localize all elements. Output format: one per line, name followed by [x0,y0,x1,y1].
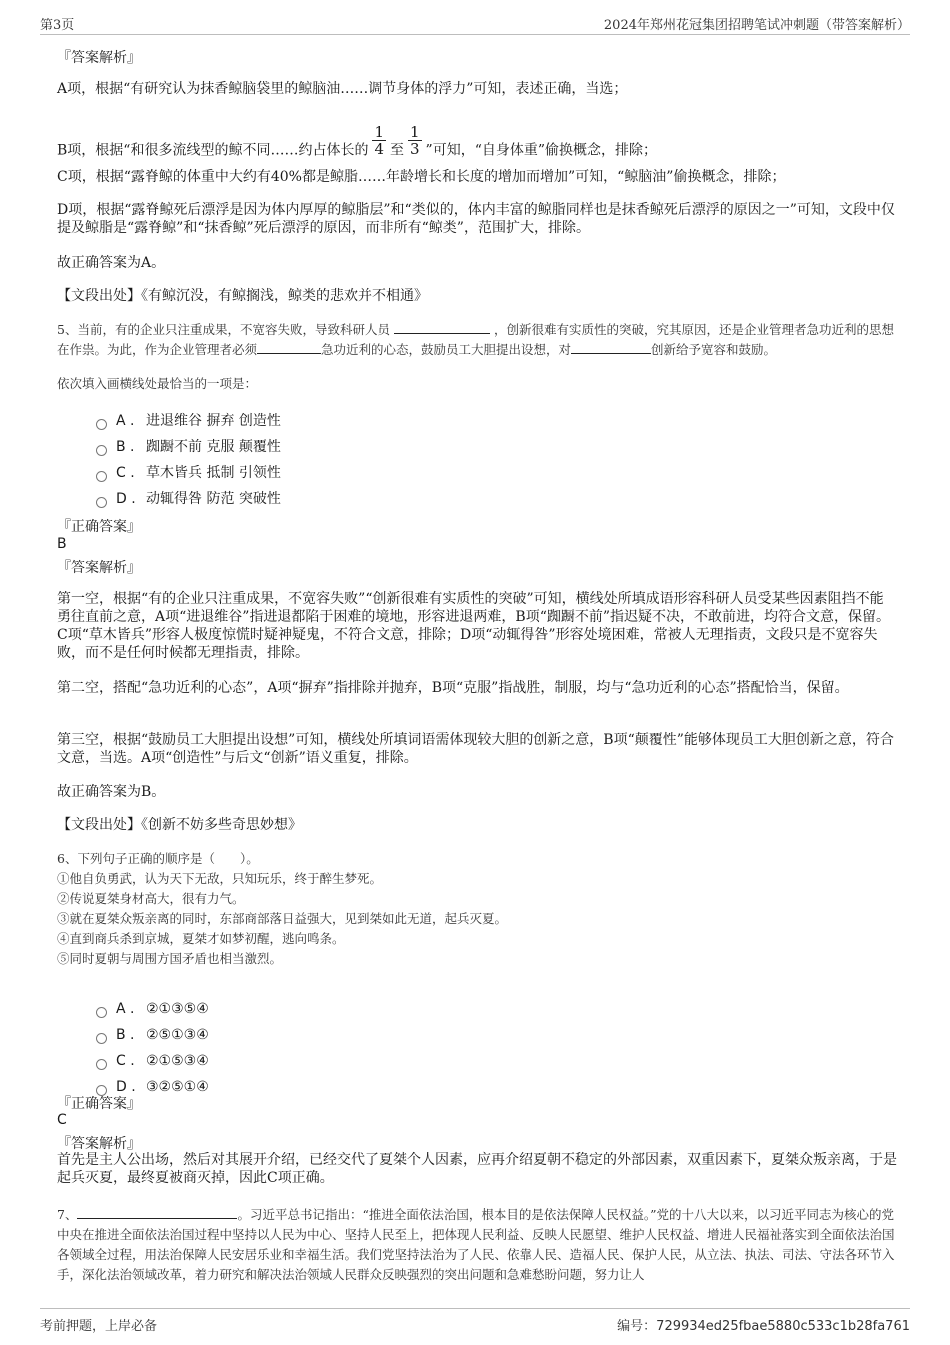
q5-blank-3 [571,340,651,354]
q5-option-a[interactable]: A . 进退维谷 摒弃 创造性 [96,410,281,428]
page-header [40,12,910,35]
q6-sentence-3: ③就在夏桀众叛亲离的同时，东部商部落日益强大，见到桀如此无道，起兵灭夏。 [57,911,508,926]
q7-blank [77,1205,237,1219]
q4-option-b-analysis [57,123,897,167]
q4-b-pre: B项，根据“和很多流线型的鲸不同……约占体长的 [57,142,369,159]
q4-conclusion: 故正确答案为A。 [57,255,166,271]
q5-analysis-label: 『答案解析』 [57,560,141,576]
q6-analysis: 首先是主人公出场，然后对其展开介绍，已经交代了夏桀个人因素，应再介绍夏朝不稳定的外部因素，双重因素下，夏桀众叛亲离，于是起兵灭夏，最终夏被商灭掉，因此C项正确。 [57,1152,897,1186]
page-footer [40,1308,910,1335]
q7-stem: 7、 。习近平总书记指出：“推进全面依法治国，根本目的是依法保障人民权益。”党的十八大以来，以习近平同志为核心的党中央在推进全面依法治国过程中坚持以人民为中心、坚持人民至上，把体现人民利益、反映人民愿望、维护人民权益、增进人民福祉落实到全面依法治国各领域全过程，用法治保障人民安居乐业和幸福生活。我们党坚持法治为了人民、依靠人民、造福人民、保护人民，从立法、执法、司法、守法各环节入手，深化法治领域改革，着力研究和解决法治领域人民群众反映强烈的突出问题和急难愁盼问题，努力让人 [57,1207,895,1282]
q4-option-a-analysis: A项，根据“有研究认为抹香鲸脑袋里的鲸脑油……调节身体的浮力”可知，表述正确，当选； [57,81,628,97]
fraction-one-third: $\frac{1}{3}$ [410,123,420,158]
radio-icon[interactable] [96,445,107,456]
q4-analysis-label: 『答案解析』 [57,50,141,66]
q6-sentence-5: ⑤同时夏朝与周围方国矛盾也相当激烈。 [57,951,283,966]
q6-sentence-4: ④直到商兵杀到京城，夏桀才如梦初醒，逃向鸣条。 [57,931,345,946]
q5-source: 【文段出处】《创新不妨多些奇思妙想》 [57,817,302,833]
radio-icon[interactable] [96,1033,107,1044]
document-title: 2024年郑州花冠集团招聘笔试冲刺题（带答案解析） [603,18,910,33]
q5-answer-label: 『正确答案』 [57,519,141,535]
q6-option-a[interactable]: A . ②①③⑤④ [96,1001,209,1019]
q6-option-b[interactable]: B . ②⑤①③④ [96,1027,209,1045]
q5-option-b[interactable]: B . 踟蹰不前 克服 颠覆性 [96,436,281,454]
q5-stem: 5、当前，有的企业只注重成果，不宽容失败，导致科研人员 ，创新很难有实质性的突破，究其原因，还是企业管理者急功近利的思想在作祟。为此，作为企业管理者必须 急功近利的心态，鼓励员工大胆提出设想，对 创新给予宽容和鼓励。 [57,322,894,357]
q6-option-c[interactable]: C . ②①⑤③④ [96,1053,209,1071]
q5-analysis-blank-2: 第二空，搭配“急功近利的心态”，A项“摒弃”指排除并抛弃，B项“克服”指战胜，制服，均与“急功近利的心态”搭配恰当，保留。 [57,680,849,696]
footer-slogan: 考前押题，上岸必备 [40,1319,158,1334]
fraction-one-quarter: $\frac{1}{4}$ [374,123,384,158]
q4-source: 【文段出处】《有鲸沉没，有鲸搁浅，鲸类的悲欢并不相通》 [57,288,428,304]
q5-analysis-blank-1: 第一空，根据“有的企业只注重成果，不宽容失败”“创新很难有实质性的突破”可知，横线处所填成语形容科研人员受某些因素阻挡不能勇往直前之意，A项“进退维谷”指进退都陷于困难的境地，形容进退两难，B项“踟蹰不前”指迟疑不决，不敢前进，均符合文意，保留。C项“草木皆兵”形容人极度惊慌时疑神疑鬼，不符合文意，排除；D项“动辄得咎”形容处境困难，常被人无理指责，文段只是不宽容失败，而不是任何时候都无理指责，排除。 [57,591,891,661]
q5-option-c[interactable]: C . 草木皆兵 抵制 引领性 [96,462,281,480]
q6-answer: C [57,1112,67,1128]
q6-option-d[interactable]: D . ③②⑤①④ [96,1079,209,1097]
q4-option-c-analysis: C项，根据“露脊鲸的体重中大约有40%都是鲸脂……年龄增长和长度的增加而增加”可知，“鲸脑油”偷换概念，排除； [57,169,786,185]
radio-icon[interactable] [96,497,107,508]
q4-b-mid: 至 [390,142,404,159]
q5-blank-2 [257,340,321,354]
q5-analysis-blank-3: 第三空，根据“鼓励员工大胆提出设想”可知，横线处所填词语需体现较大胆的创新之意，B项“颠覆性”能够体现员工大胆创新之意，符合文意，当选。A项“创造性”与后文“创新”语义重复，排除。 [57,732,894,766]
q5-option-d[interactable]: D . 动辄得咎 防范 突破性 [96,488,281,506]
q4-b-post: ”可知，“自身体重”偷换概念，排除； [425,142,658,159]
page-number: 第3页 [40,18,75,33]
q6-sentence-1: ①他自负勇武，认为天下无敌，只知玩乐，终于醉生梦死。 [57,871,383,886]
q5-answer: B [57,536,67,552]
q4-option-d-analysis: D项，根据“露脊鲸死后漂浮是因为体内厚厚的鲸脂层”和“类似的，体内丰富的鲸脂同样也是抹香鲸死后漂浮的原因之一”可知，文段中仅提及鲸脂是“露脊鲸”和“抹香鲸”死后漂浮的原因，而非所有“鲸类”，范围扩大，排除。 [57,202,895,236]
radio-icon[interactable] [96,471,107,482]
radio-icon[interactable] [96,1007,107,1018]
radio-icon[interactable] [96,1059,107,1070]
q6-answer-label: 『正确答案』 [57,1096,141,1112]
q6-stem: 6、下列句子正确的顺序是（ ）。 [57,851,259,866]
radio-icon[interactable] [96,419,107,430]
q6-analysis-label: 『答案解析』 [57,1136,141,1152]
q5-conclusion: 故正确答案为B。 [57,784,166,800]
q6-sentence-2: ②传说夏桀身材高大，很有力气。 [57,891,245,906]
q5-prompt: 依次填入画横线处最恰当的一项是： [57,376,258,391]
document-code: 编号：729934ed25fbae5880c533c1b28fa761 [617,1319,910,1334]
q5-blank-1 [394,320,490,334]
